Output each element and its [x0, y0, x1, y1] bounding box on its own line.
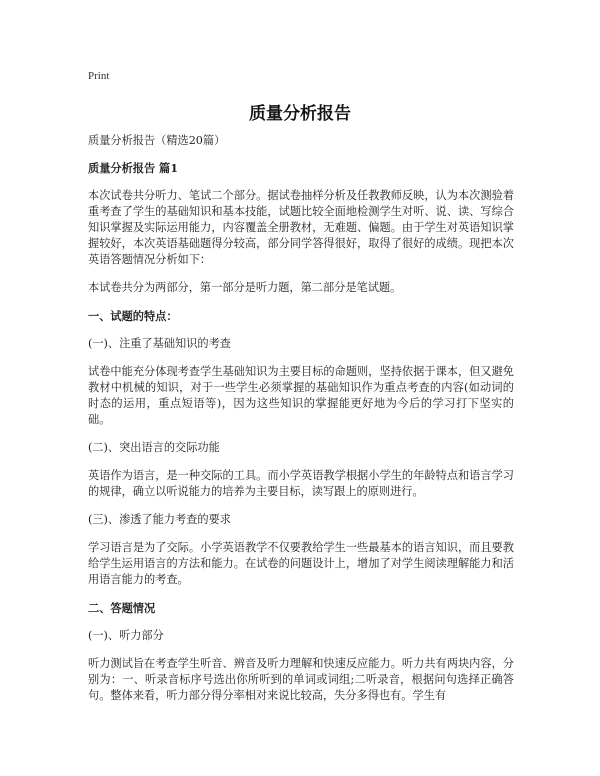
subheading-ability: (三)、渗透了能力考查的要求: [88, 513, 231, 526]
print-label[interactable]: Print: [88, 70, 110, 82]
structure-paragraph: 本试卷共分为两部分，第一部分是听力题，第二部分是笔试题。: [88, 281, 402, 294]
subheading-basics: (一)、注重了基础知识的考查: [88, 337, 231, 350]
ability-paragraph: 学习语言是为了交际。小学英语教学不仅要教给学生一些最基本的语言知识，而且要教给学生运用语言的方法和能力。在试卷的问题设计上，增加了对学生阅读理解能力和活用语言能力的考查。: [88, 541, 514, 586]
document-title: 质量分析报告: [249, 104, 351, 124]
document-body: [88, 133, 514, 716]
listening-paragraph: 听力测试旨在考查学生听音、辨音及听力理解和快速反应能力。听力共有两块内容，分别为：一、听录音标序号选出你所听到的单词或词组;二听录音，根据问句选择正确答句。整体来看，听力部分得分率相对来说比较高，失分多得也有。学生有: [88, 657, 514, 702]
subheading-listening: (一)、听力部分: [88, 629, 164, 642]
heading-features: 一、试题的特点：: [88, 309, 178, 323]
heading-answers: 二、答题情况: [88, 601, 156, 615]
document-subtitle: 质量分析报告（精选20篇）: [88, 134, 226, 147]
basics-paragraph: 试卷中能充分体现考查学生基础知识为主要目标的命题则，坚持依据于课本，但又避免教材中机械的知识，对于一些学生必须掌握的基础知识作为重点考查的内容(如动词的时态的运用，重点短语等)，因为这些知识的掌握能更好地为今后的学习打下坚实的础。: [88, 365, 514, 426]
communication-paragraph: 英语作为语言，是一种交际的工具。而小学英语教学根据小学生的年龄特点和语言学习的规律，确立以听说能力的培养为主要目标，读写跟上的原则进行。: [88, 469, 514, 498]
section-title: 质量分析报告 篇1: [88, 161, 178, 175]
subheading-communication: (二)、突出语言的交际功能: [88, 441, 220, 454]
intro-paragraph: 本次试卷共分听力、笔试二个部分。据试卷抽样分析及任教教师反映，认为本次测验着重考查了学生的基础知识和基本技能，试题比较全面地检测学生对听、说、读、写综合知识掌握及实际运用能力，内容覆盖全册教材，无难题、偏题。由于学生对英语知识掌握较好，本次英语基础题得分较高，部分同学答得很好，取得了很好的成绩。现把本次英语答题情况分析如下：: [88, 189, 514, 266]
